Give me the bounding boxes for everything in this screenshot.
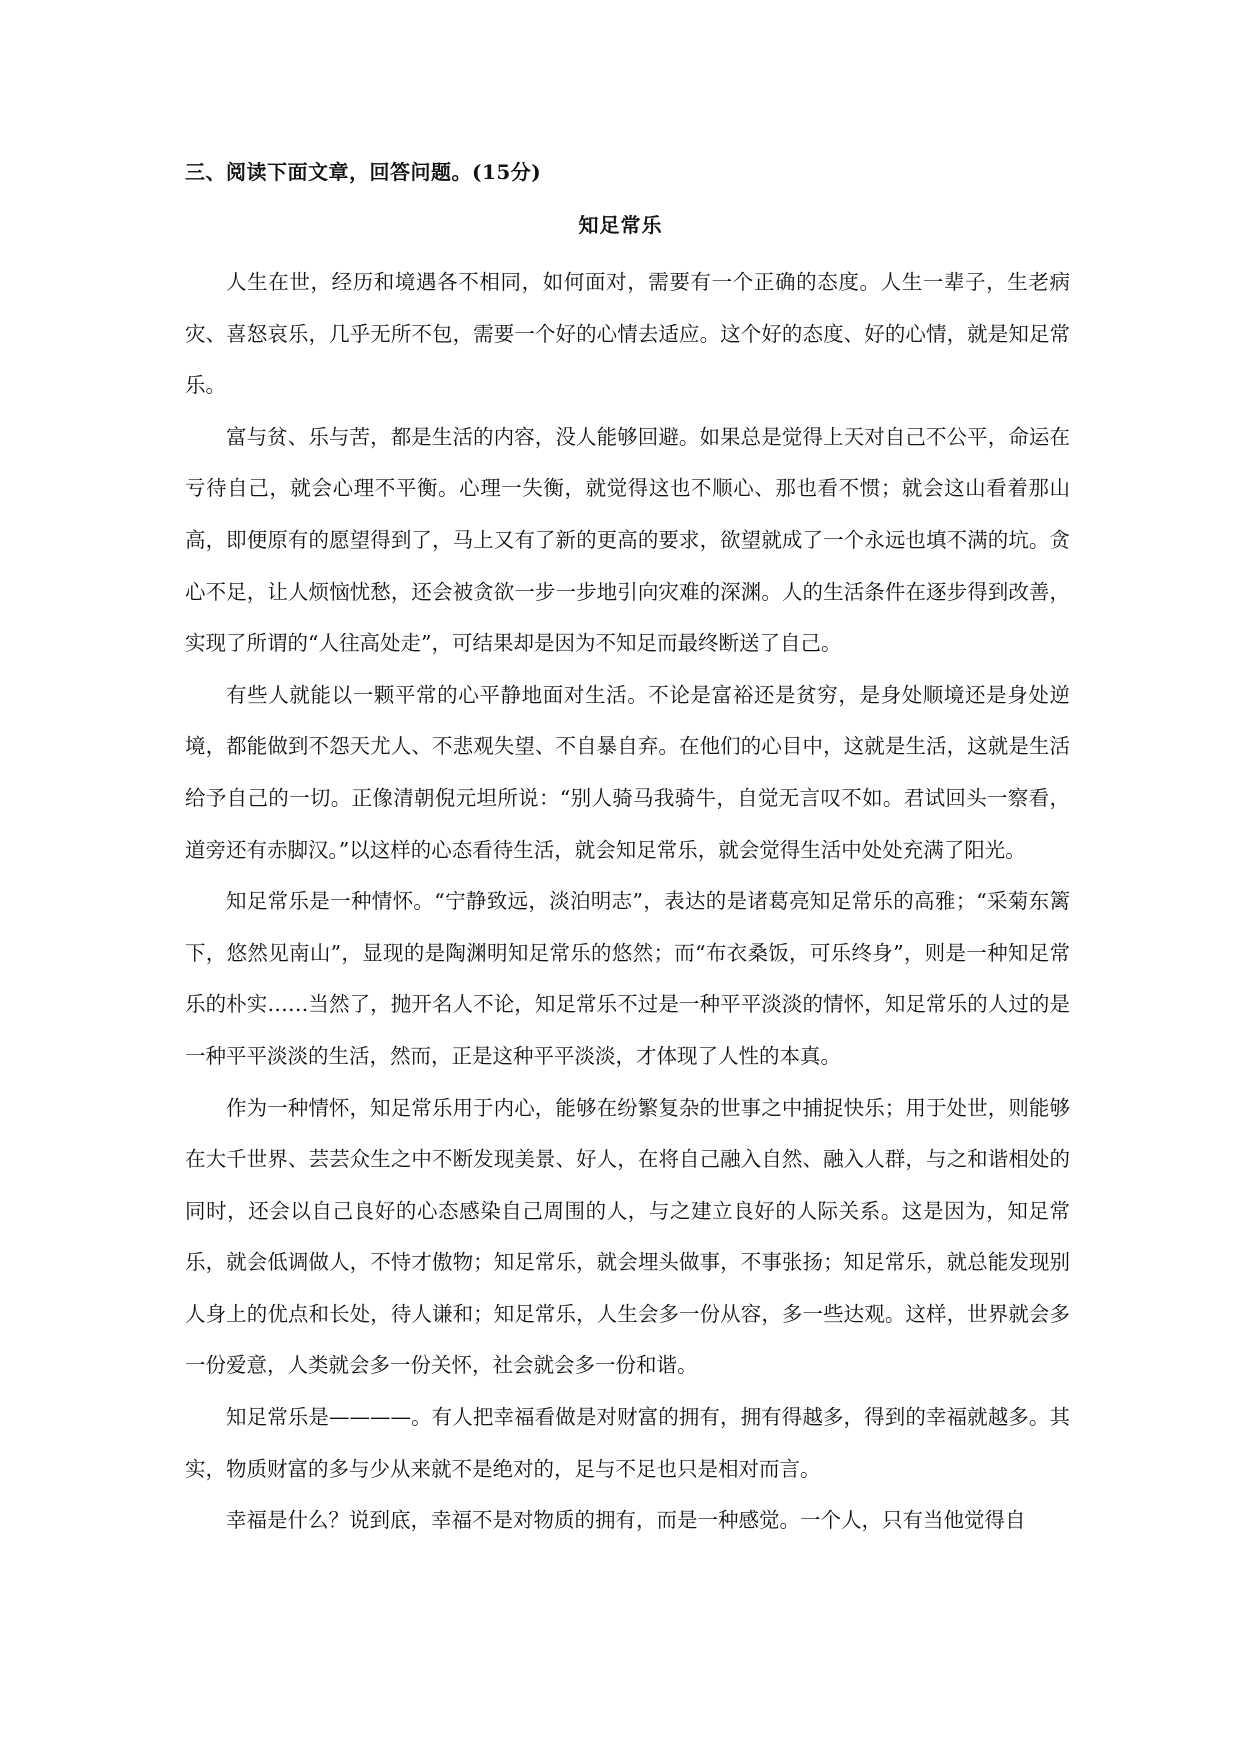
article-body (185, 257, 1070, 1547)
question-heading: 三、阅读下面文章，回答问题。(15分) (185, 160, 542, 184)
paragraph-4: 知足常乐是一种情怀。“宁静致远，淡泊明志”，表达的是诸葛亮知足常乐的高雅；“采菊东篱下，悠然见南山”，显现的是陶渊明知足常乐的悠然；而“布衣桑饭，可乐终身”，则是一种知足常乐的朴实……当然了，抛开名人不论，知足常乐不过是一种平平淡淡的情怀，知足常乐的人过的是一种平平淡淡的生活，然而，正是这种平平淡淡，才体现了人性的本真。 (185, 889, 1070, 1068)
paragraph-3: 有些人就能以一颗平常的心平静地面对生活。不论是富裕还是贫穷，是身处顺境还是身处逆境，都能做到不怨天尤人、不悲观失望、不自暴自弃。在他们的心目中，这就是生活，这就是生活给予自己的一切。正像清朝倪元坦所说：“别人骑马我骑牛，自觉无言叹不如。君试回头一察看，道旁还有赤脚汉。”以这样的心态看待生活，就会知足常乐，就会觉得生活中处处充满了阳光。 (185, 682, 1070, 862)
paragraph-1: 人生在世，经历和境遇各不相同，如何面对，需要有一个正确的态度。人生一辈子，生老病灾、喜怒哀乐，几乎无所不包，需要一个好的心情去适应。这个好的态度、好的心情，就是知足常乐。 (185, 270, 1070, 398)
article-title: 知足常乐 (578, 213, 663, 237)
paragraph-2: 富与贫、乐与苦，都是生活的内容，没人能够回避。如果总是觉得上天对自己不公平，命运在亏待自己，就会心理不平衡。心理一失衡，就觉得这也不顺心、那也看不惯；就会这山看着那山高，即便原有的愿望得到了，马上又有了新的更高的要求，欲望就成了一个永远也填不满的坑。贪心不足，让人烦恼忧愁，还会被贪欲一步一步地引向灾难的深渊。人的生活条件在逐步得到改善，实现了所谓的“人往高处走”，可结果却是因为不知足而最终断送了自己。 (185, 424, 1070, 656)
paragraph-5: 作为一种情怀，知足常乐用于内心，能够在纷繁复杂的世事之中捕捉快乐；用于处世，则能够在大千世界、芸芸众生之中不断发现美景、好人，在将自己融入自然、融入人群，与之和谐相处的同时，还会以自己良好的心态感染自己周围的人，与之建立良好的人际关系。这是因为，知足常乐，就会低调做人，不恃才傲物；知足常乐，就会埋头做事，不事张扬；知足常乐，就总能发现别人身上的优点和长处，待人谦和；知足常乐，人生会多一份从容，多一些达观。这样，世界就会多一份爱意，人类就会多一份关怀，社会就会多一份和谐。 (185, 1095, 1070, 1378)
paragraph-6: 知足常乐是————。有人把幸福看做是对财富的拥有，拥有得越多，得到的幸福就越多。其实，物质财富的多与少从来就不是绝对的，足与不足也只是相对而言。 (185, 1405, 1070, 1481)
paragraph-7: 幸福是什么？说到底，幸福不是对物质的拥有，而是一种感觉。一个人，只有当他觉得自 (226, 1508, 1026, 1533)
